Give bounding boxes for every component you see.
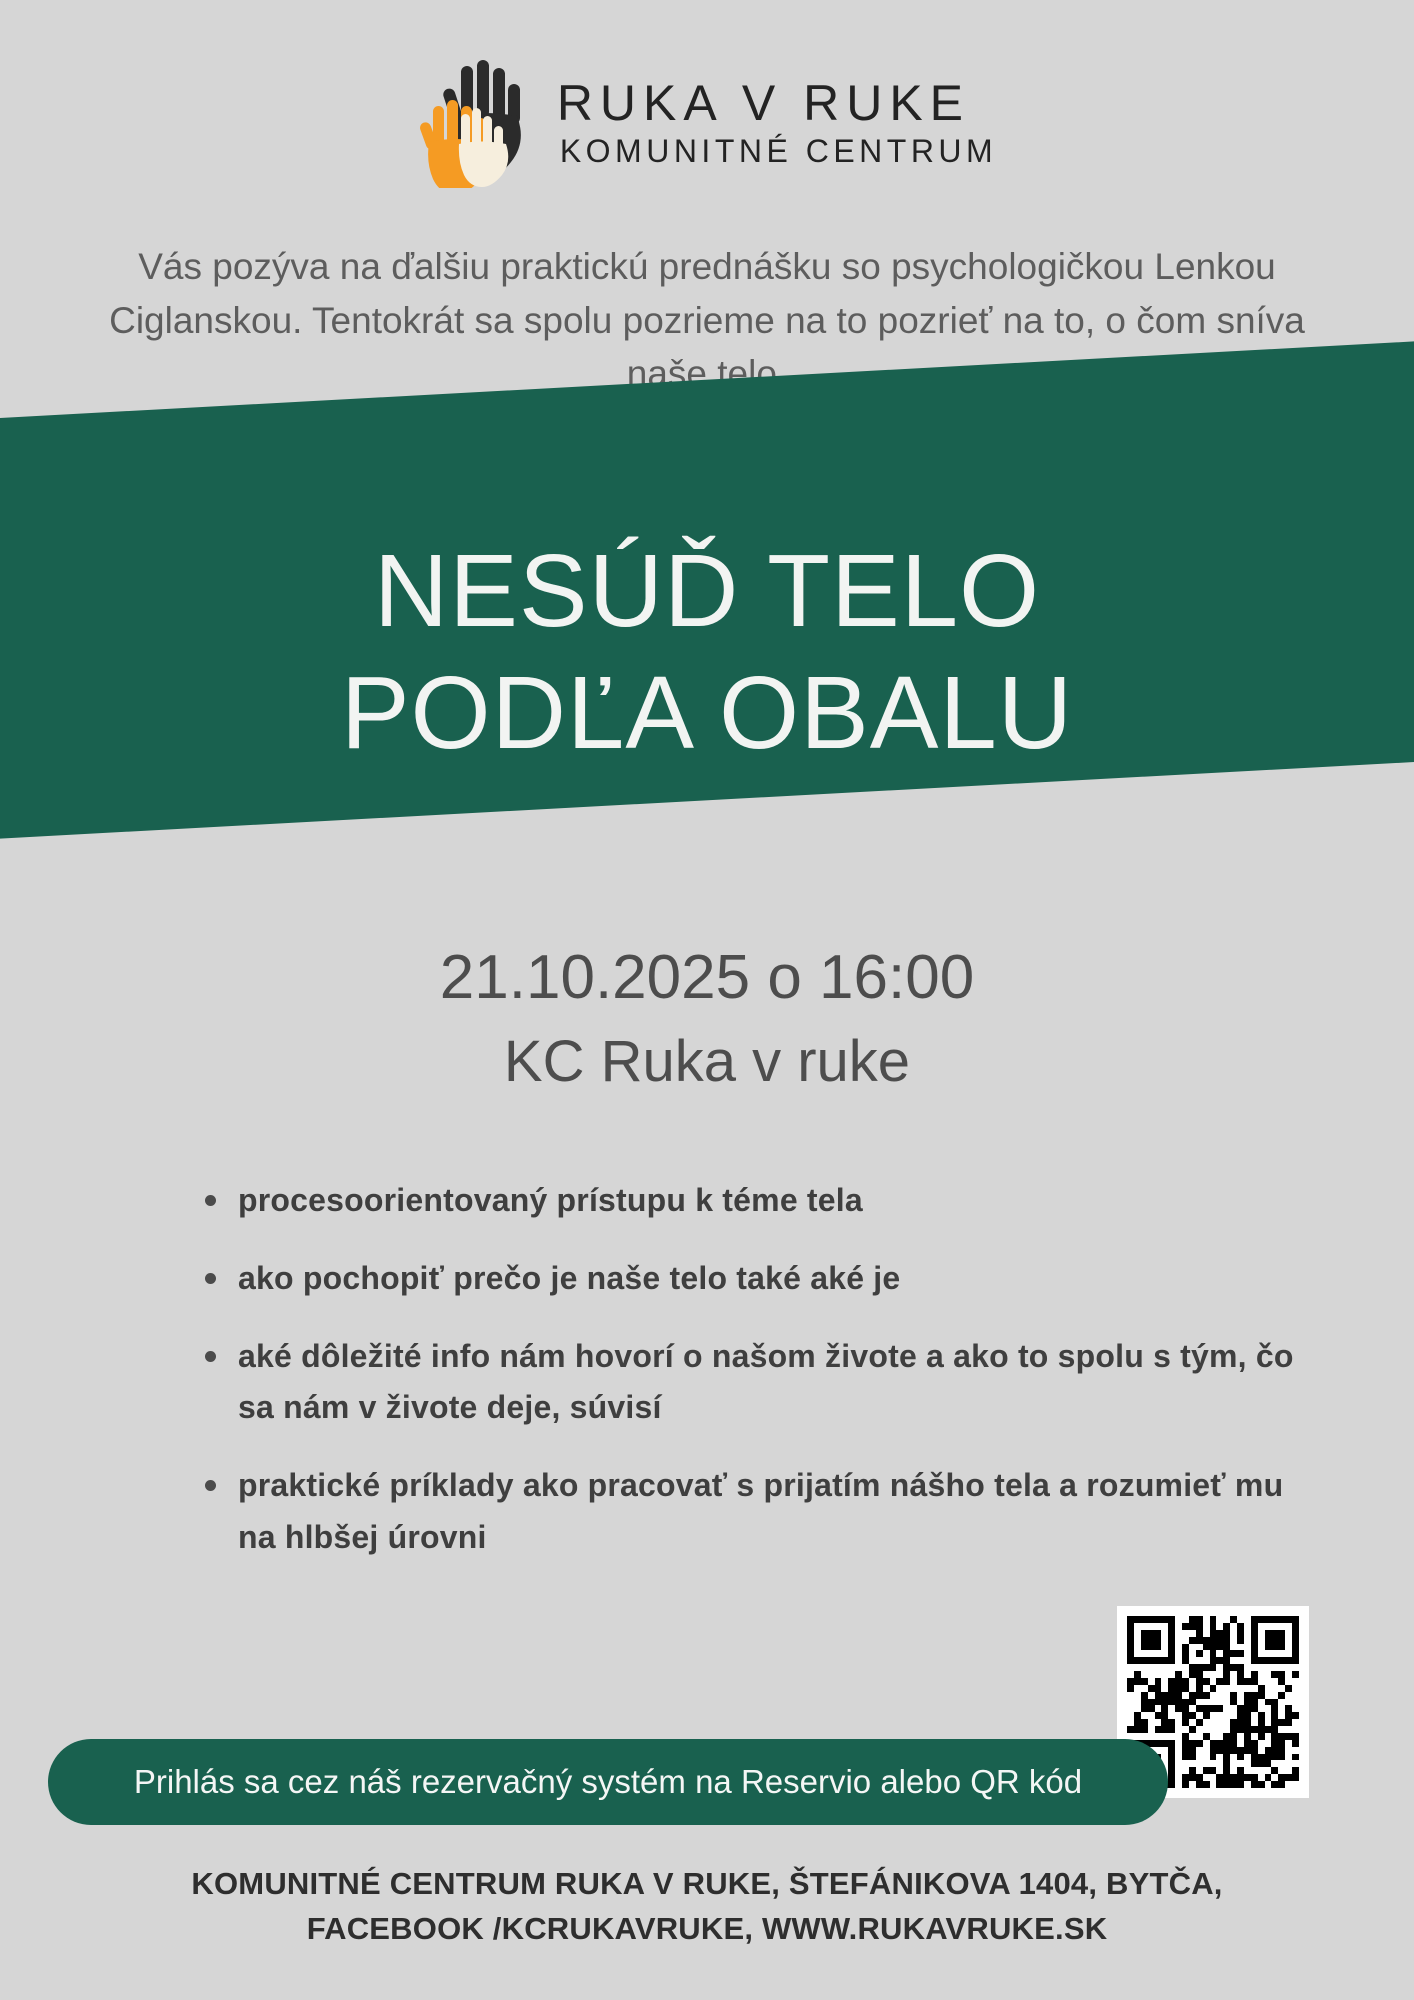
bullet-dot-icon — [205, 1351, 216, 1362]
footer-contact — [60, 1862, 1354, 1952]
logo-title: RUKA V RUKE — [556, 75, 971, 132]
footer-line-2: FACEBOOK /KCRUKAVRUKE, WWW.RUKAVRUKE.SK — [306, 1911, 1108, 1947]
list-item-label: aké dôležité info nám hovorí o našom živote a ako to spolu s tým, čo sa nám v živote deje, súvisí — [238, 1337, 1294, 1426]
list-item-label: praktické príklady ako pracovať s prijatím nášho tela a rozumieť mu na hlbšej úrovni — [238, 1467, 1284, 1556]
registration-cta[interactable]: Prihlás sa cez náš rezervačný systém na Reservio alebo QR kód — [48, 1739, 1168, 1825]
logo-subtitle: KOMUNITNÉ CENTRUM — [559, 133, 998, 170]
list-item — [205, 1175, 1294, 1227]
intro-paragraph: Vás pozýva na ďalšiu praktickú prednášku so psychologičkou Lenkou Ciglanskou. Tentokrát sa spolu pozrieme na to pozrieť na to, o čom sníva naše telo. — [109, 246, 1305, 395]
bullet-dot-icon — [205, 1195, 216, 1206]
bullet-dot-icon — [205, 1480, 216, 1491]
headline-line-2: PODĽA OBALU — [340, 654, 1074, 770]
bullet-dot-icon — [205, 1273, 216, 1284]
logo-text — [557, 76, 997, 169]
headline-line-1: NESÚĎ TELO — [373, 533, 1041, 648]
event-place: KC Ruka v ruke — [503, 1028, 911, 1094]
list-item — [205, 1253, 1294, 1305]
event-when — [0, 940, 1414, 1098]
logo-block — [0, 58, 1414, 188]
list-item — [205, 1460, 1294, 1564]
footer-line-1: KOMUNITNÉ CENTRUM RUKA V RUKE, ŠTEFÁNIKOVA 1404, BYTČA, — [191, 1866, 1223, 1902]
list-item-label: ako pochopiť prečo je naše telo také aké je — [238, 1259, 901, 1296]
headline — [0, 530, 1414, 773]
event-date: 21.10.2025 o 16:00 — [439, 943, 975, 1012]
list-item-label: procesoorientovaný prístupu k téme tela — [238, 1182, 863, 1218]
bullet-list — [205, 1175, 1294, 1590]
list-item — [205, 1331, 1294, 1435]
hands-logo-icon — [417, 58, 535, 188]
